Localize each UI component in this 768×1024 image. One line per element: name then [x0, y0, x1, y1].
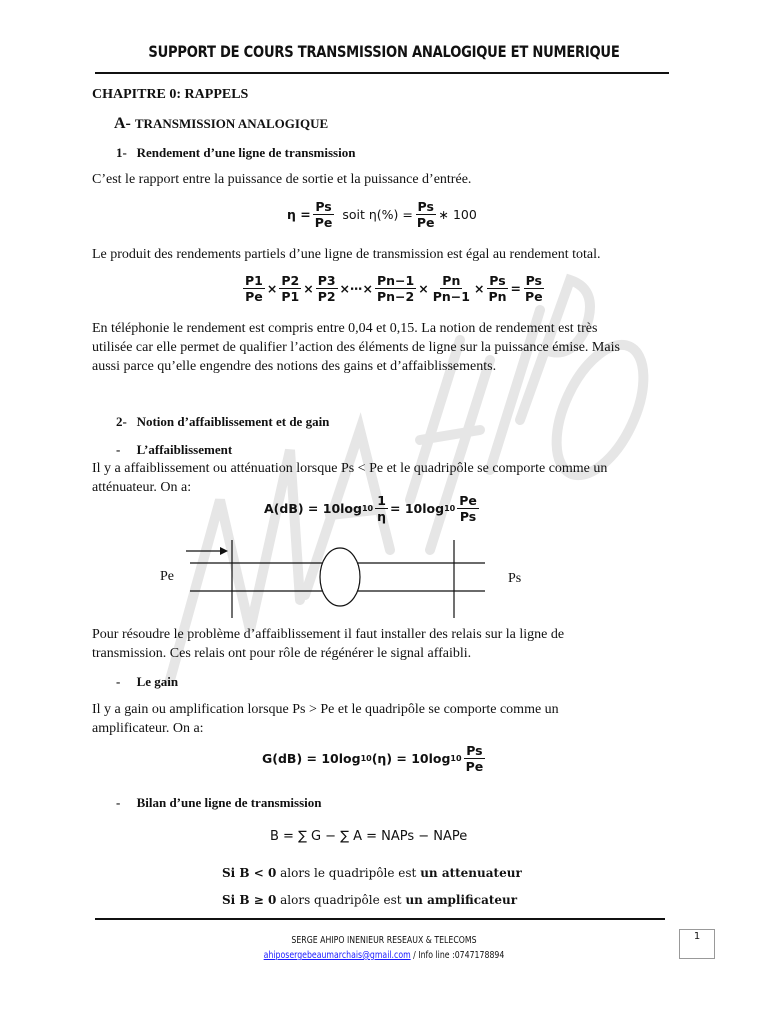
eq2-f7n: Ps	[525, 273, 542, 288]
efficiency-equation	[287, 199, 477, 230]
eq2-f1n: P1	[245, 273, 263, 288]
header-rule	[95, 72, 669, 74]
eq4-sub2: 10	[450, 754, 462, 763]
eq1-times: ∗ 100	[438, 207, 477, 222]
eq4-lhs: G(dB) = 10log	[262, 751, 361, 766]
eq3-pe: Pe	[459, 493, 477, 508]
gain-title: - Le gain	[116, 674, 179, 689]
output-power-label: Ps	[508, 571, 522, 586]
eq1-num2: Ps	[417, 199, 434, 214]
s1-paragraph-3-line-3: aussi parce qu’elle engendre des notions des gains et d’affaiblissements.	[92, 359, 497, 374]
attenuation-equation	[264, 493, 481, 524]
bilan-title: - Bilan d’une ligne de transmission	[116, 795, 322, 810]
eq4-sub: 10	[360, 754, 372, 763]
section-a-title: TRANSMISSION ANALOGIQUE	[134, 116, 329, 131]
eq1-soit: soit η(%) =	[342, 207, 413, 222]
aff-paragraph-1-line-2: atténuateur. On a:	[92, 480, 192, 495]
eq1-num: Ps	[315, 199, 332, 214]
footer-contact	[84, 950, 683, 961]
eq2-f4d: Pn−2	[377, 289, 415, 304]
gain-equation	[262, 743, 487, 774]
affaiblissement-title: - L’affaiblissement	[116, 442, 233, 457]
eq3-lhs: A(dB) = 10log	[264, 501, 362, 516]
chapter-title: CHAPITRE 0: RAPPELS	[92, 87, 249, 102]
footer-email-link[interactable]: ahiposergebeaumarchais@gmail.com	[263, 950, 411, 961]
eq1-den: Pe	[314, 215, 333, 230]
cond2-b: alors quadripôle est	[276, 893, 406, 907]
product-equation: $\frac{P1}{Pe}$ × $\frac{P2}{P1}$ × $\frac{P3}{P2}$ ×⋯× $\frac{Pn-1}{Pn-2}$ × $\frac{Pn}{Pn-1}$ × $\frac{Ps}{Pn}$ = $\frac{Ps}{Pe}$	[245, 273, 543, 304]
eq2-f2d: P1	[281, 289, 300, 304]
aff-paragraph-2-line-1: Pour résoudre le problème d’affaiblissement il faut installer des relais sur la ligne de	[92, 627, 565, 642]
eq2-f4n: Pn−1	[377, 273, 415, 288]
eq1-den2: Pe	[416, 215, 435, 230]
aff-paragraph-1-line-1: Il y a affaiblissement ou atténuation lorsque Ps < Pe et le quadripôle se comporte comme un	[92, 461, 608, 476]
footer-rule	[95, 918, 665, 920]
section-a-letter: A-	[114, 115, 131, 132]
eq2-f5n: Pn	[442, 273, 461, 288]
cond1-b: alors le quadripôle est	[276, 866, 421, 880]
condition-attenuator	[222, 866, 522, 880]
eq4-pe: Pe	[465, 759, 484, 774]
eq4-ps: Ps	[466, 743, 483, 758]
eq2-f2n: P2	[281, 273, 300, 288]
eq3-ps: Ps	[459, 509, 477, 524]
eq2-f7d: Pe	[524, 289, 543, 304]
eq3-eta: η	[377, 509, 387, 524]
s1-paragraph-1: C’est le rapport entre la puissance de sortie et la puissance d’entrée.	[92, 172, 472, 187]
gain-paragraph-line-1: Il y a gain ou amplification lorsque Ps > Pe et le quadripôle se comporte comme un	[92, 702, 559, 717]
s1-paragraph-2: Le produit des rendements partiels d’une ligne de transmission est égal au rendement total.	[92, 247, 601, 262]
transmission-line-diagram	[150, 536, 500, 622]
eq3-mid: = 10log	[390, 501, 445, 516]
footer-author: SERGE AHIPO INENIEUR RESEAUX & TELECOMS	[291, 935, 477, 946]
eq1-eta: η =	[287, 207, 311, 222]
aff-paragraph-2-line-2: transmission. Ces relais ont pour rôle de régénérer le signal affaibli.	[92, 646, 472, 661]
section-a-heading	[114, 115, 328, 133]
eq3-one: 1	[377, 493, 386, 508]
eq2-f6n: Ps	[489, 273, 506, 288]
eq4-mid: (η) = 10log	[371, 751, 451, 766]
page-header: SUPPORT DE COURS TRANSMISSION ANALOGIQUE ET NUMERIQUE	[148, 42, 620, 61]
eq3-sub: 10	[361, 504, 374, 513]
bilan-equation: B = ∑ G − ∑ A = NAPs − NAPe	[270, 829, 468, 844]
eq2-dots: ×⋯×	[339, 281, 373, 296]
page-number-box	[679, 929, 715, 959]
cond1-a: Si B < 0	[222, 866, 277, 880]
gain-paragraph-line-2: amplificateur. On a:	[92, 721, 204, 736]
eq2-f1d: Pe	[245, 289, 263, 304]
input-power-label: Pe	[160, 569, 174, 584]
cond2-c: un amplificateur	[405, 893, 518, 907]
cond1-c: un attenuateur	[420, 866, 522, 880]
cond2-a: Si B ≥ 0	[222, 893, 277, 907]
s1-paragraph-3-line-1: En téléphonie le rendement est compris entre 0,04 et 0,15. La notion de rendement est très	[92, 321, 598, 336]
eq2-f3d: P2	[317, 289, 336, 304]
s2-title: 2- Notion d’affaiblissement et de gain	[116, 414, 330, 429]
eq2-f3n: P3	[317, 273, 336, 288]
eq2-f6d: Pn	[488, 289, 507, 304]
s1-paragraph-3-line-2: utilisée car elle permet de qualifier l’action des éléments de ligne sur la puissance émise. Mais	[92, 340, 620, 355]
eq3-sub2: 10	[444, 504, 456, 513]
footer-phone: / Info line :0747178894	[410, 950, 505, 961]
s1-title: 1- Rendement d’une ligne de transmission	[116, 145, 356, 160]
page-number: 1	[693, 931, 701, 942]
condition-amplifier	[222, 893, 517, 907]
eq2-f5d: Pn−1	[432, 289, 470, 304]
